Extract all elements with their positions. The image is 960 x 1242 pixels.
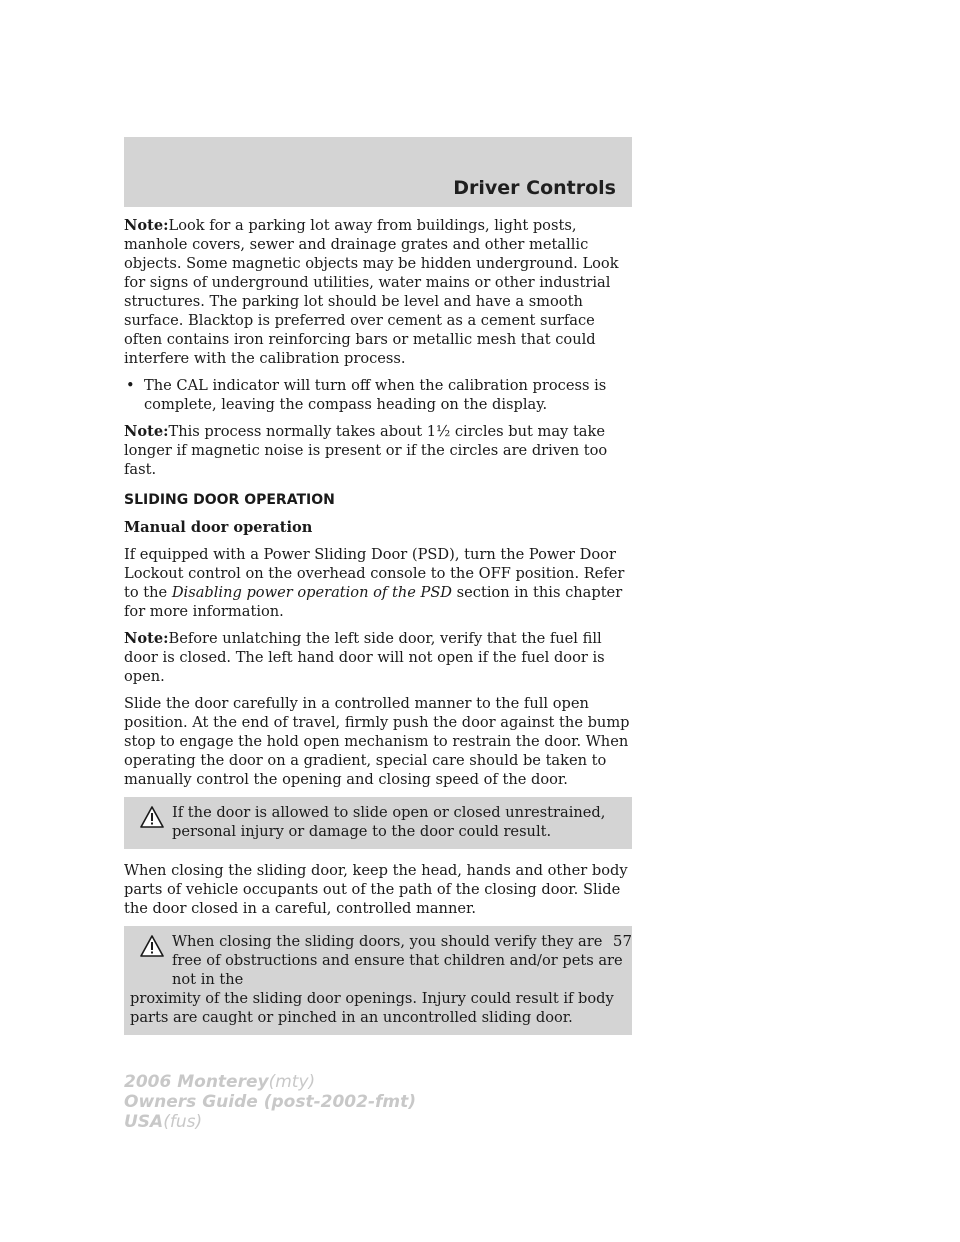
paragraph-psd <box>124 545 632 621</box>
cross-reference: Disabling power operation of the PSD <box>171 584 453 601</box>
footer-guide: Owners Guide (post-2002-fmt) <box>124 1092 417 1112</box>
warning-text: When closing the sliding doors, you should verify they are free of obstructions and ensure that children and/or pets are not in the <box>172 933 623 988</box>
warning-box-unrestrained <box>124 797 632 849</box>
section-heading: SLIDING DOOR OPERATION <box>124 492 335 508</box>
bullet-cal-indicator <box>124 376 632 414</box>
warning-icon <box>140 806 164 828</box>
note-text: Look for a parking lot away from buildings, light posts, manhole covers, sewer and drainage grates and other metallic objects. Some magnetic objects may be hidden underground. Look for signs of underground utilities, water mains or other industrial structures. The parking lot should be level and have a smooth surface. Blacktop is preferred over cement as a cement surface often contains iron reinforcing bars or metallic mesh that could interfere with the calibration process. <box>124 217 619 367</box>
footer-line-model <box>124 1072 416 1092</box>
note-label: Note: <box>124 217 169 234</box>
footer-market-code: (fus) <box>163 1112 203 1132</box>
paragraph-text: If equipped with a Power Sliding Door (PSD), turn the Power Door Lockout control on the overhead console to the OFF position. Refer to the <box>124 546 625 601</box>
footer-model: 2006 Monterey <box>124 1072 269 1092</box>
warning-icon <box>140 935 164 957</box>
note-label: Note: <box>124 630 169 647</box>
subheading: Manual door operation <box>124 519 313 536</box>
warning-text-continued: proximity of the sliding door openings. Injury could result if body parts are caught or pinched in an uncontrolled sliding door. <box>130 990 614 1026</box>
page-content <box>124 216 632 1047</box>
page-number: 57 <box>612 932 632 950</box>
bullet-icon: • <box>126 377 135 394</box>
note-circles <box>124 422 632 479</box>
paragraph-text: section in this chapter for more information. <box>124 584 623 620</box>
section-title: Driver Controls <box>453 177 616 199</box>
note-text: This process normally takes about 1½ circles but may take longer if magnetic noise is present or if the circles are driven too fast. <box>124 423 608 478</box>
footer-line-market <box>124 1112 416 1132</box>
footer-market: USA <box>124 1112 164 1132</box>
note-fuel-door <box>124 629 632 686</box>
header-band <box>124 137 632 207</box>
note-text: Before unlatching the left side door, verify that the fuel fill door is closed. The left hand door will not open if the fuel door is open. <box>124 630 605 685</box>
warning-box-obstructions <box>124 926 632 1035</box>
paragraph-closing: When closing the sliding door, keep the head, hands and other body parts of vehicle occupants out of the path of the closing door. Slide the door closed in a careful, controlled manner. <box>124 862 628 917</box>
warning-text: If the door is allowed to slide open or closed unrestrained, personal injury or damage to the door could result. <box>172 804 606 840</box>
bullet-text: The CAL indicator will turn off when the calibration process is complete, leaving the compass heading on the display. <box>144 377 607 413</box>
footer-imprint <box>124 1072 416 1132</box>
paragraph-slide-open: Slide the door carefully in a controlled manner to the full open position. At the end of travel, firmly push the door against the bump stop to engage the hold open mechanism to restrain the door. When operating the door on a gradient, special care should be taken to manually control the opening and closing speed of the door. <box>124 695 630 788</box>
footer-line-guide <box>124 1092 416 1112</box>
footer-model-code: (mty) <box>268 1072 316 1092</box>
note-calibration <box>124 216 632 368</box>
note-label: Note: <box>124 423 169 440</box>
